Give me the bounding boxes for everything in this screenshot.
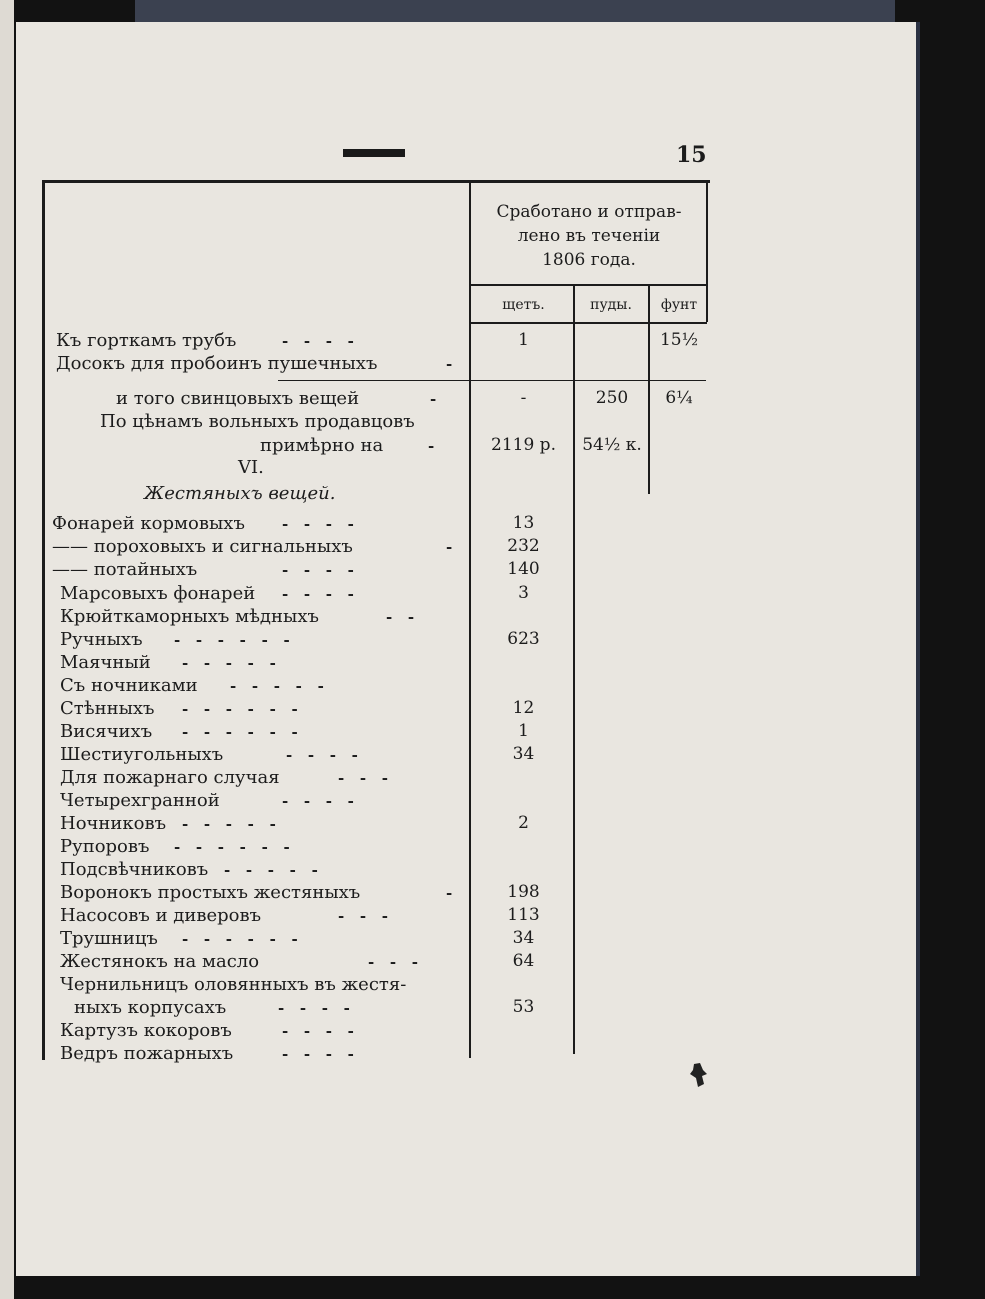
row-leader-dashes: - - - - - - [182, 723, 298, 741]
row-label: —— потайныхъ [52, 559, 198, 580]
row-label: Четырехгранной [60, 790, 220, 811]
section-roman-numeral: VI. [238, 457, 264, 478]
subheader-bottom-rule [469, 322, 707, 324]
row-pud: 250 [595, 388, 629, 408]
row-label: Марсовыхъ фонарей [60, 583, 256, 604]
row-label: —— пороховыхъ и сигнальныхъ [52, 536, 353, 557]
section-title: Жестяныхъ вещей. [144, 483, 336, 504]
row-leader-dashes: - - [386, 608, 415, 626]
row-count: 3 [518, 583, 529, 603]
row-pud: 54½ к. [582, 435, 642, 455]
row-count: 232 [507, 536, 540, 556]
row-count: 198 [507, 882, 540, 902]
row-label: Висячихъ [60, 721, 153, 742]
row-count: 34 [512, 744, 535, 764]
row-label: Подсвѣчниковъ [60, 859, 209, 880]
row-funt: 6¼ [665, 388, 693, 408]
row-leader-dashes: - - - - [282, 792, 354, 810]
row-label: Крюйткаморныхъ мѣдныхъ [60, 606, 319, 627]
column-title-line: 1806 года. [542, 250, 636, 270]
row-leader-dashes: - - - - - [182, 654, 276, 672]
row-count: 1 [518, 330, 529, 350]
row-label: и того свинцовыхъ вещей [116, 388, 360, 409]
row-label: Фонарей кормовыхъ [52, 513, 245, 534]
row-label: Ночниковъ [60, 813, 167, 834]
row-count: 140 [507, 559, 540, 579]
row-label: Ручныхъ [60, 629, 143, 650]
row-count: 1 [518, 721, 529, 741]
header-rule [343, 149, 405, 157]
row-count: 2119 р. [491, 435, 556, 455]
row-count: 623 [507, 629, 540, 649]
column-divider-1 [573, 284, 575, 1054]
row-label: Воронокъ простыхъ жестяныхъ [60, 882, 361, 903]
row-count: 53 [512, 997, 535, 1017]
row-leader-dashes: - - - - [278, 999, 350, 1017]
row-leader-dashes: - [446, 884, 453, 902]
ink-blot [688, 1062, 708, 1088]
row-label: Ведръ пожарныхъ [60, 1043, 234, 1064]
row-leader-dashes: - - - - - [224, 861, 318, 879]
row-leader-dashes: - [430, 390, 437, 408]
row-leader-dashes: - - - - [282, 515, 354, 533]
sum-rule [278, 380, 706, 381]
row-count: 2 [518, 813, 529, 833]
row-leader-dashes: - - - - - - [174, 631, 290, 649]
row-label: Досокъ для пробоинъ пушечныхъ [56, 353, 378, 374]
row-label: Трушницъ [60, 928, 158, 949]
row-label: Къ горткамъ трубъ [56, 330, 237, 351]
row-leader-dashes: - - - - - - [182, 700, 298, 718]
subheader-pud: пуды. [590, 297, 632, 313]
row-label: Съ ночниками [60, 675, 198, 696]
row-label: Шестиугольныхъ [60, 744, 224, 765]
table-top-rule [42, 180, 710, 183]
row-label: Чернильницъ оловянныхъ въ жестя- [60, 974, 407, 995]
row-label: Насосовъ и диверовъ [60, 905, 262, 926]
row-label: По цѣнамъ вольныхъ продавцовъ [100, 411, 415, 432]
book-page [16, 22, 920, 1276]
row-leader-dashes: - [446, 538, 453, 556]
row-leader-dashes: - - - [338, 769, 389, 787]
row-label: Жестянокъ на масло [60, 951, 260, 972]
row-leader-dashes: - - - - [282, 561, 354, 579]
column-title-line: Сработано и отправ- [496, 202, 682, 222]
row-count: 12 [512, 698, 535, 718]
subheader-count: щетъ. [502, 297, 545, 313]
row-leader-dashes: - - - - [282, 332, 354, 350]
row-leader-dashes: - - - - [282, 1022, 354, 1040]
row-leader-dashes: - - - - [282, 1045, 354, 1063]
book-cover-edge [0, 0, 14, 1299]
column-title-line: лено въ теченіи [517, 226, 661, 246]
row-funt: 15½ [659, 330, 699, 350]
row-count: 13 [512, 513, 535, 533]
row-label: Для пожарнаго случая [60, 767, 280, 788]
row-count: - [520, 388, 527, 408]
row-leader-dashes: - - - - [286, 746, 358, 764]
subheader-top-rule [469, 284, 707, 286]
page-number: 15 [676, 142, 707, 168]
row-label: примѣрно на [260, 435, 384, 456]
row-label: ныхъ корпусахъ [74, 997, 227, 1018]
row-leader-dashes: - - - - - [182, 815, 276, 833]
row-leader-dashes: - - - - - - [182, 930, 298, 948]
subheader-funt: фунт [660, 297, 698, 313]
row-leader-dashes: - - - - [282, 585, 354, 603]
row-leader-dashes: - [428, 437, 435, 455]
row-leader-dashes: - - - - - - [174, 838, 290, 856]
row-label: Картузъ кокоровъ [60, 1020, 232, 1041]
row-leader-dashes: - - - - - [230, 677, 324, 695]
row-leader-dashes: - [446, 355, 453, 373]
row-count: 34 [512, 928, 535, 948]
row-leader-dashes: - - - [368, 953, 419, 971]
row-leader-dashes: - - - [338, 907, 389, 925]
row-label: Маячный [60, 652, 151, 673]
row-label: Рупоровъ [60, 836, 150, 857]
row-count: 64 [512, 951, 535, 971]
column-divider-2 [648, 284, 650, 494]
table-divider [469, 182, 471, 1058]
row-count: 113 [507, 905, 540, 925]
table-left-border [42, 180, 45, 1060]
row-label: Стѣнныхъ [60, 698, 155, 719]
column-title [474, 200, 704, 272]
